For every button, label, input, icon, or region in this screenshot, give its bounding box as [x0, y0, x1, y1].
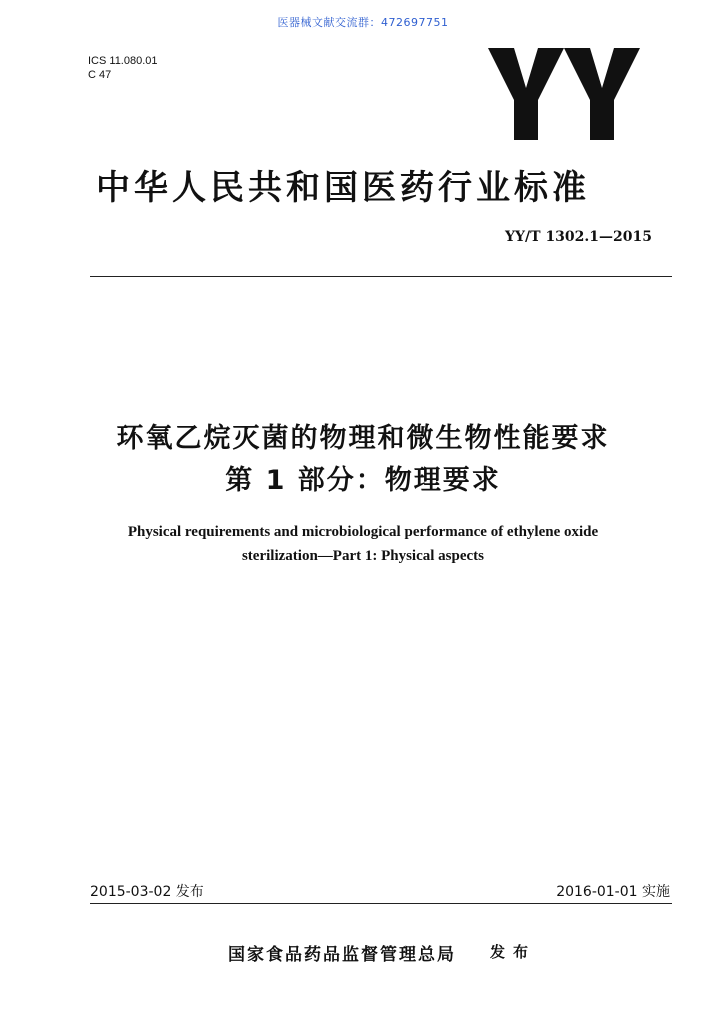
yy-logo-letter-1: [488, 48, 564, 140]
yy-logo-letter-2: [564, 48, 640, 140]
yy-logo: [488, 48, 640, 140]
document-title-line-2: 第 1 部分：物理要求: [225, 465, 501, 496]
implementation-date: 2016-01-01 实施: [556, 884, 670, 900]
ics-code: ICS 11.080.01: [88, 55, 158, 67]
ccs-code: C 47: [88, 69, 112, 81]
ics-block: [88, 54, 158, 82]
footer-divider: [90, 903, 672, 904]
publish-date: 2015-03-02 发布: [90, 884, 204, 900]
english-title-line-2: sterilization—Part 1: Physical aspects: [241, 548, 485, 564]
issuing-authority: 国家食品药品监督管理总局: [228, 945, 456, 965]
issuing-action: 发布: [490, 943, 537, 961]
english-title-line-1: Physical requirements and microbiological performance of ethylene oxide: [127, 524, 599, 540]
watermark-text: 医器械文献交流群：472697751: [277, 16, 449, 29]
standard-category-title: 中华人民共和国医药行业标准: [96, 168, 590, 208]
header-divider: [90, 276, 672, 277]
document-title-line-1: 环氧乙烷灭菌的物理和微生物性能要求: [116, 423, 610, 454]
standard-number: YY/T 1302.1—2015: [505, 229, 652, 245]
